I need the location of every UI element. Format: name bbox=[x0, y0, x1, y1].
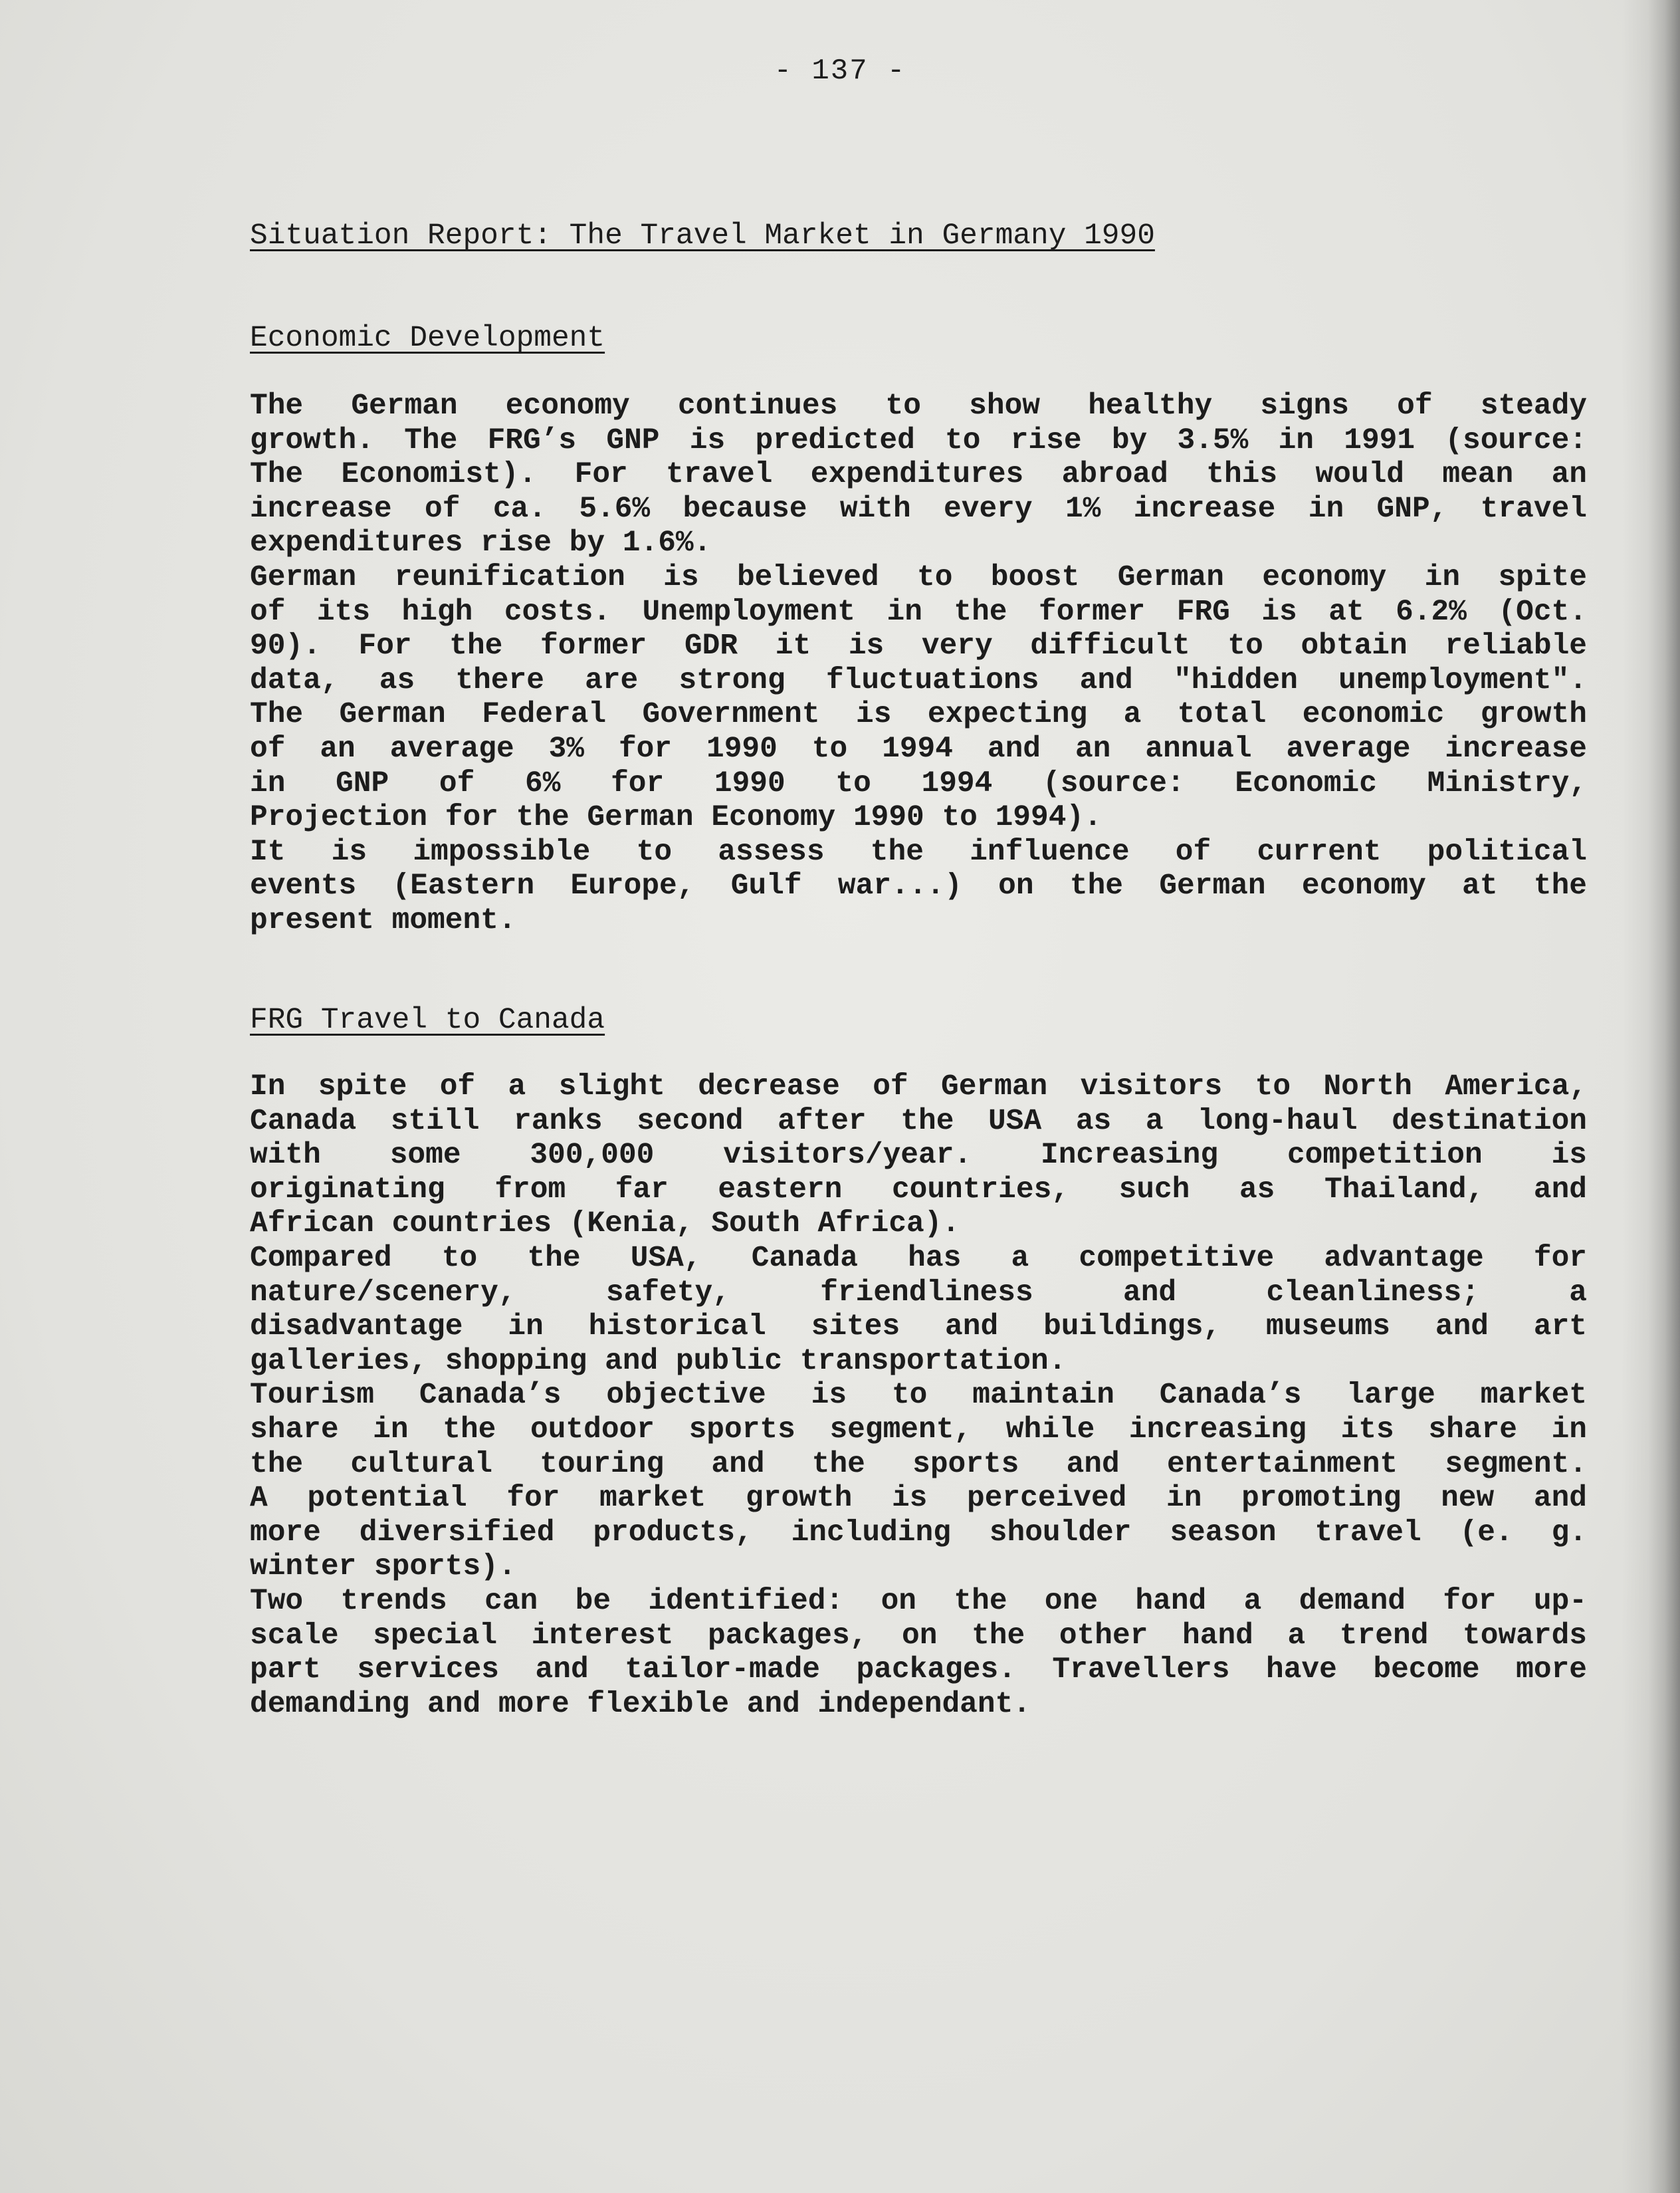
text-line: galleries, shopping and public transportation. bbox=[250, 1344, 1067, 1378]
text-line: Two trends can be identified: on the one hand a demand for up- bbox=[250, 1584, 1587, 1618]
page-number: - 137 - bbox=[774, 55, 906, 88]
text-line: German reunification is believed to boost German economy in spite bbox=[250, 560, 1587, 594]
section-heading-economic-development: Economic Development bbox=[250, 322, 605, 355]
text-line: It is impossible to assess the influence of current political bbox=[250, 835, 1587, 869]
text-line: originating from far eastern countries, such as Thailand, and bbox=[250, 1173, 1587, 1207]
text-line: of its high costs. Unemployment in the former FRG is at 6.2% (Oct. bbox=[250, 595, 1587, 629]
text-line: African countries (Kenia, South Africa). bbox=[250, 1207, 960, 1241]
section-body-frg-travel-to-canada bbox=[250, 1070, 1587, 1722]
section-body-economic-development bbox=[250, 390, 1587, 939]
text-line: growth. The FRG’s GNP is predicted to rise by 3.5% in 1991 (source: bbox=[250, 423, 1587, 457]
text-line: demanding and more flexible and independant. bbox=[250, 1687, 1031, 1721]
text-line: winter sports). bbox=[250, 1550, 516, 1584]
text-line: Canada still ranks second after the USA as a long-haul destination bbox=[250, 1104, 1587, 1138]
text-line: The German economy continues to show healthy signs of steady bbox=[250, 390, 1587, 423]
text-line: part services and tailor-made packages. Travellers have become more bbox=[250, 1653, 1587, 1687]
text-line: in GNP of 6% for 1990 to 1994 (source: Economic Ministry, bbox=[250, 766, 1587, 800]
text-line: data, as there are strong fluctuations and "hidden unemployment". bbox=[250, 663, 1587, 697]
text-line: The Economist). For travel expenditures abroad this would mean an bbox=[250, 458, 1587, 492]
section-heading-frg-travel-to-canada: FRG Travel to Canada bbox=[250, 1004, 605, 1037]
text-line: The German Federal Government is expecting a total economic growth bbox=[250, 698, 1587, 732]
text-line: A potential for market growth is perceived in promoting new and bbox=[250, 1482, 1587, 1516]
text-line: of an average 3% for 1990 to 1994 and an annual average increase bbox=[250, 732, 1587, 766]
text-line: present moment. bbox=[250, 903, 516, 937]
text-line: events (Eastern Europe, Gulf war...) on the German economy at the bbox=[250, 869, 1587, 903]
text-line: nature/scenery, safety, friendliness and cleanliness; a bbox=[250, 1276, 1587, 1310]
text-line: increase of ca. 5.6% because with every 1% increase in GNP, travel bbox=[250, 492, 1587, 526]
text-line: Tourism Canada’s objective is to maintain Canada’s large market bbox=[250, 1379, 1587, 1413]
text-line: 90). For the former GDR it is very difficult to obtain reliable bbox=[250, 630, 1587, 663]
text-line: expenditures rise by 1.6%. bbox=[250, 526, 712, 560]
text-line: share in the outdoor sports segment, while increasing its share in bbox=[250, 1413, 1587, 1446]
text-line: the cultural touring and the sports and entertainment segment. bbox=[250, 1447, 1587, 1481]
text-line: Compared to the USA, Canada has a competitive advantage for bbox=[250, 1241, 1587, 1275]
text-line: scale special interest packages, on the other hand a trend towards bbox=[250, 1619, 1587, 1653]
text-line: In spite of a slight decrease of German visitors to North America, bbox=[250, 1070, 1587, 1103]
text-line: with some 300,000 visitors/year. Increasing competition is bbox=[250, 1139, 1587, 1173]
text-line: disadvantage in historical sites and buildings, museums and art bbox=[250, 1310, 1587, 1344]
report-title: Situation Report: The Travel Market in Germany 1990 bbox=[250, 219, 1155, 253]
text-line: more diversified products, including shoulder season travel (e. g. bbox=[250, 1516, 1587, 1550]
text-line: Projection for the German Economy 1990 to 1994). bbox=[250, 801, 1102, 835]
